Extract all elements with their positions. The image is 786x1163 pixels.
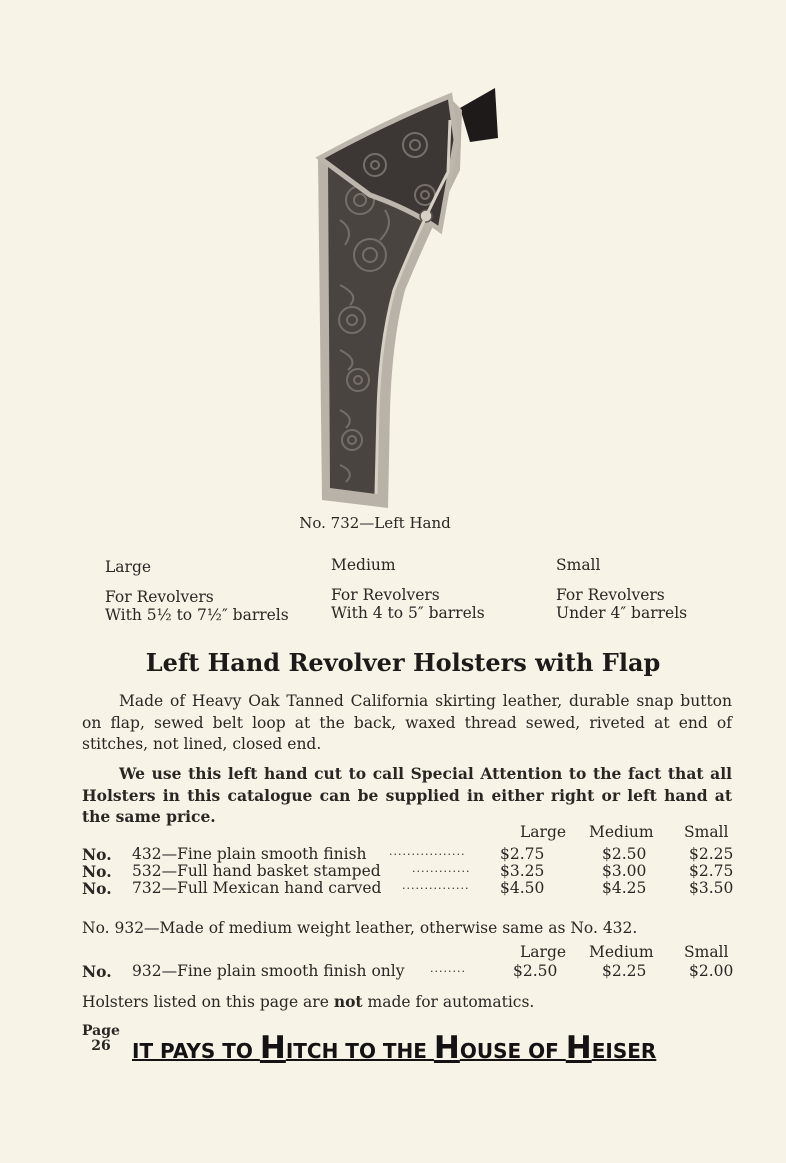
row-number-label: No. bbox=[82, 962, 112, 981]
size-small-title: Small bbox=[556, 556, 601, 574]
slogan bbox=[132, 1030, 656, 1066]
price-small: $2.75 bbox=[689, 862, 734, 880]
price-row bbox=[82, 962, 742, 980]
section-heading: Left Hand Revolver Holsters with Flap bbox=[145, 648, 661, 677]
slogan-part: IT PAYS TO bbox=[132, 1039, 260, 1063]
price-header-small: Small bbox=[684, 823, 729, 841]
price-large: $3.25 bbox=[500, 862, 545, 880]
automatics-note-c: made for automatics. bbox=[362, 993, 535, 1011]
price-medium: $3.00 bbox=[602, 862, 647, 880]
size-large-line2: With 5½ to 7½″ barrels bbox=[105, 606, 289, 624]
size-medium bbox=[331, 556, 485, 622]
price-small: $2.25 bbox=[689, 845, 734, 863]
row-description: 432—Fine plain smooth finish bbox=[132, 845, 367, 863]
size-small bbox=[556, 556, 687, 622]
leader-dots: ........ bbox=[430, 962, 466, 975]
size-small-line1: For Revolvers bbox=[556, 586, 665, 604]
row-description: 732—Full Mexican hand carved bbox=[132, 879, 382, 897]
size-medium-line2: With 4 to 5″ barrels bbox=[331, 604, 485, 622]
page-number-block bbox=[82, 1024, 120, 1054]
price-small: $3.50 bbox=[689, 879, 734, 897]
price-large: $2.75 bbox=[500, 845, 545, 863]
note-932: No. 932—Made of medium weight leather, otherwise same as No. 432. bbox=[82, 919, 638, 937]
price-large: $2.50 bbox=[513, 962, 558, 980]
row-number-label: No. bbox=[82, 845, 112, 864]
leader-dots: ............. bbox=[412, 862, 471, 875]
slogan-part: EISER bbox=[591, 1039, 657, 1063]
price-header-large: Large bbox=[520, 943, 567, 961]
page-label: Page bbox=[82, 1023, 120, 1039]
price-row bbox=[82, 862, 742, 880]
price-header-medium: Medium bbox=[589, 943, 654, 961]
price-header-large: Large bbox=[520, 823, 567, 841]
holster-illustration bbox=[300, 80, 510, 510]
price-small: $2.00 bbox=[689, 962, 734, 980]
slogan-initial: H bbox=[565, 1030, 592, 1066]
slogan-initial: H bbox=[433, 1030, 460, 1066]
automatics-note bbox=[82, 992, 534, 1011]
leader-dots: ................. bbox=[389, 845, 466, 858]
slogan-initial: H bbox=[259, 1030, 286, 1066]
size-large-title: Large bbox=[105, 558, 152, 576]
price-medium: $2.25 bbox=[602, 962, 647, 980]
footer bbox=[82, 1024, 742, 1070]
row-number-label: No. bbox=[82, 862, 112, 881]
description-paragraph: Made of Heavy Oak Tanned California skirting leather, durable snap button on flap, sewed belt loop at the back, waxed thread sewed, riveted at end of stitches, not lined, closed end. bbox=[82, 692, 732, 753]
row-description: 932—Fine plain smooth finish only bbox=[132, 962, 405, 980]
special-attention-paragraph: We use this left hand cut to call Special Attention to the fact that all Holsters in this catalogue can be supplied in either right or left hand at the same price. bbox=[82, 764, 732, 826]
size-large-line1: For Revolvers bbox=[105, 588, 214, 606]
leader-dots: ............... bbox=[402, 879, 470, 892]
price-header-small: Small bbox=[684, 943, 729, 961]
price-row bbox=[82, 845, 742, 863]
size-small-line2: Under 4″ barrels bbox=[556, 604, 688, 622]
size-guide bbox=[105, 558, 745, 628]
page-number: 26 bbox=[91, 1038, 111, 1054]
slogan-part: ITCH TO THE bbox=[285, 1039, 434, 1063]
size-large bbox=[105, 558, 289, 624]
price-header-medium: Medium bbox=[589, 823, 654, 841]
row-description: 532—Full hand basket stamped bbox=[132, 862, 381, 880]
price-large: $4.50 bbox=[500, 879, 545, 897]
price-medium: $4.25 bbox=[602, 879, 647, 897]
price-medium: $2.50 bbox=[602, 845, 647, 863]
illustration-caption: No. 732—Left Hand bbox=[299, 514, 451, 532]
size-medium-line1: For Revolvers bbox=[331, 586, 440, 604]
automatics-note-not: not bbox=[333, 992, 363, 1011]
slogan-part: OUSE OF bbox=[459, 1039, 566, 1063]
row-number-label: No. bbox=[82, 879, 112, 898]
size-medium-title: Medium bbox=[331, 556, 396, 574]
price-row bbox=[82, 879, 742, 897]
automatics-note-a: Holsters listed on this page are bbox=[82, 993, 334, 1011]
